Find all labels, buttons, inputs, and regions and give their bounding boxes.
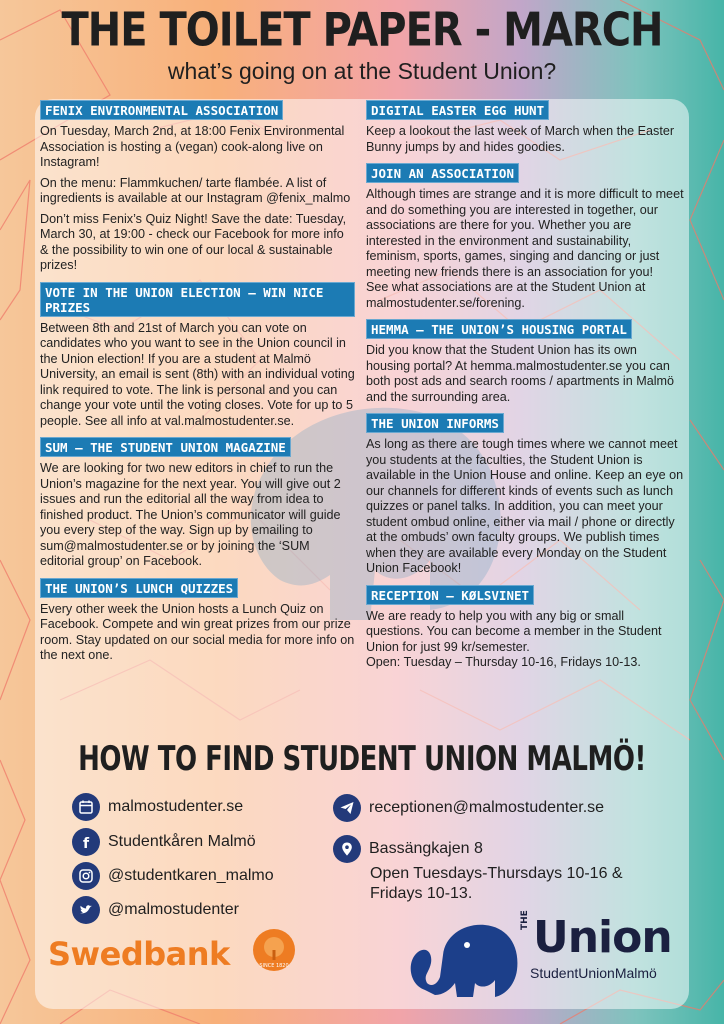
swedbank-wordmark: Swedbank [48,935,230,973]
twitter-icon [72,896,100,924]
section-text: We are looking for two new editors in chief to run the Union’s magazine for the next year. You will give out 2 issues and run the editorial all the way from idea to finished product. The Union’s communicator will guide you every step of the way. Sign up by emailing to sum@malmostudenter.se or by joining the ‘SUM editorial group’ on Facebook. [40,461,341,568]
contact-facebook-text: Studentkåren Malmö [108,833,256,850]
section-reception [366,585,684,671]
contact-facebook[interactable] [72,828,256,856]
section-heading: RECEPTION – KØLSVINET [366,585,534,605]
section-text: Did you know that the Student Union has its own housing portal? At hemma.malmostudenter.se you can both post ads and search rooms / apartments in Malmö and the surrounding area. [366,343,674,404]
contact-website[interactable] [72,793,243,821]
section-heading: SUM – THE STUDENT UNION MAGAZINE [40,437,291,457]
union-elephant-logo-icon [405,915,525,1005]
calendar-icon [72,793,100,821]
section-text: We are ready to help you with any big or small questions. You can become a member in the Student Union for just 99 kr/semester. Open: Tuesday – Thursday 10-16, Fridays 10-13. [366,608,662,669]
section-heading: DIGITAL EASTER EGG HUNT [366,100,549,120]
section-lunch-quizzes [40,578,355,664]
section-union-informs [366,413,684,577]
facebook-icon [72,828,100,856]
section-text: Although times are strange and it is more difficult to meet and do something you are interested in together, our associations are there for you. Whether you are interested in the environment and sustainability, feminism, sports, games, singing and dancing or just meeting new friends there is an association for you! See what associations are at the Student Union at malmostudenter.se/forening. [366,187,684,310]
contact-email-text: receptionen@malmostudenter.se [369,799,605,816]
contact-twitter-text: @malmostudenter [108,901,239,918]
section-fenix [40,100,355,274]
section-heading: FENIX ENVIRONMENTAL ASSOCIATION [40,100,283,120]
contact-address-text: Bassängkajen 8 [369,840,483,857]
right-column [366,100,684,679]
swedbank-oak-icon [252,928,296,972]
section-text: Between 8th and 21st of March you can vote on candidates who you want to see in the Union council in the Union election! If you are a student at Malmö University, an email is sent (8th) with an individual voting link required to vote. The link is personal and you can change your vote until the voting closes. Vote for up to 5 people. See all info at val.malmostudenter.se. [40,320,355,428]
section-sum-magazine [40,437,355,570]
contact-website-text: malmostudenter.se [108,798,244,815]
left-column [40,100,355,672]
page-title: THE TOILET PAPER - MARCH [61,4,663,57]
instagram-icon [72,862,100,890]
union-logo-subtitle: StudentUnionMalmö [530,965,657,981]
section-heading: THE UNION’S LUNCH QUIZZES [40,578,238,598]
union-logo-wordmark: Union [533,912,672,963]
section-union-election [40,282,355,430]
section-join-association [366,163,684,311]
section-heading: JOIN AN ASSOCIATION [366,163,519,183]
contact-address[interactable] [333,835,483,863]
section-heading: VOTE IN THE UNION ELECTION – WIN NICE PRIZES [40,282,355,317]
section-heading: THE UNION INFORMS [366,413,504,433]
page-subtitle: what’s going on at the Student Union? [167,58,557,84]
section-text: On the menu: Flammkuchen/ tarte flambée. A list of ingredients is available at our Instagram @fenix_malmo [40,175,351,205]
svg-text:f: f [83,836,90,850]
section-text: Don’t miss Fenix’s Quiz Night! Save the date: Tuesday, March 30, at 19:00 - check our Facebook for more info & the possibility to win one of our local & sustainable prizes! [40,211,347,272]
location-pin-icon [333,835,361,863]
section-easter-egg-hunt [366,100,684,155]
contact-instagram[interactable] [72,862,274,890]
section-hemma-portal [366,319,684,405]
contact-email[interactable] [333,794,604,822]
swedbank-seal-text: SINCE 1820 [259,963,289,969]
union-logo-the: THE [520,910,530,930]
opening-hours: Open Tuesdays-Thursdays 10-16 & Fridays 10-13. [370,865,623,902]
section-text: On Tuesday, March 2nd, at 18:00 Fenix Environmental Association is hosting a (vegan) cook-along live on Instagram! [40,124,345,169]
section-text: Keep a lookout the last week of March when the Easter Bunny jumps by and hides goodies. [366,124,675,154]
send-icon [333,794,361,822]
section-text: As long as there are tough times where we cannot meet you students at the faculties, the Student Union is available in the Union House and online. Keep an eye on our channels for different kinds of events such as lunch quizzes or panel talks. In addition, you can meet your student ombud online, either via mail / phone or directly at the ombuds’ own faculty groups. We publish times when they are available every Monday on the Student Union Facebook! [366,437,684,575]
how-to-find-title: HOW TO FIND STUDENT UNION MALMÖ! [78,740,646,779]
contact-instagram-text: @studentkaren_malmo [108,867,274,884]
section-heading: HEMMA – THE UNION’S HOUSING PORTAL [366,319,632,339]
section-text: Every other week the Union hosts a Lunch Quiz on Facebook. Compete and win great prizes from our prize room. Stay updated on our social media for more info on the next one. [40,601,355,662]
contact-twitter[interactable] [72,896,239,924]
